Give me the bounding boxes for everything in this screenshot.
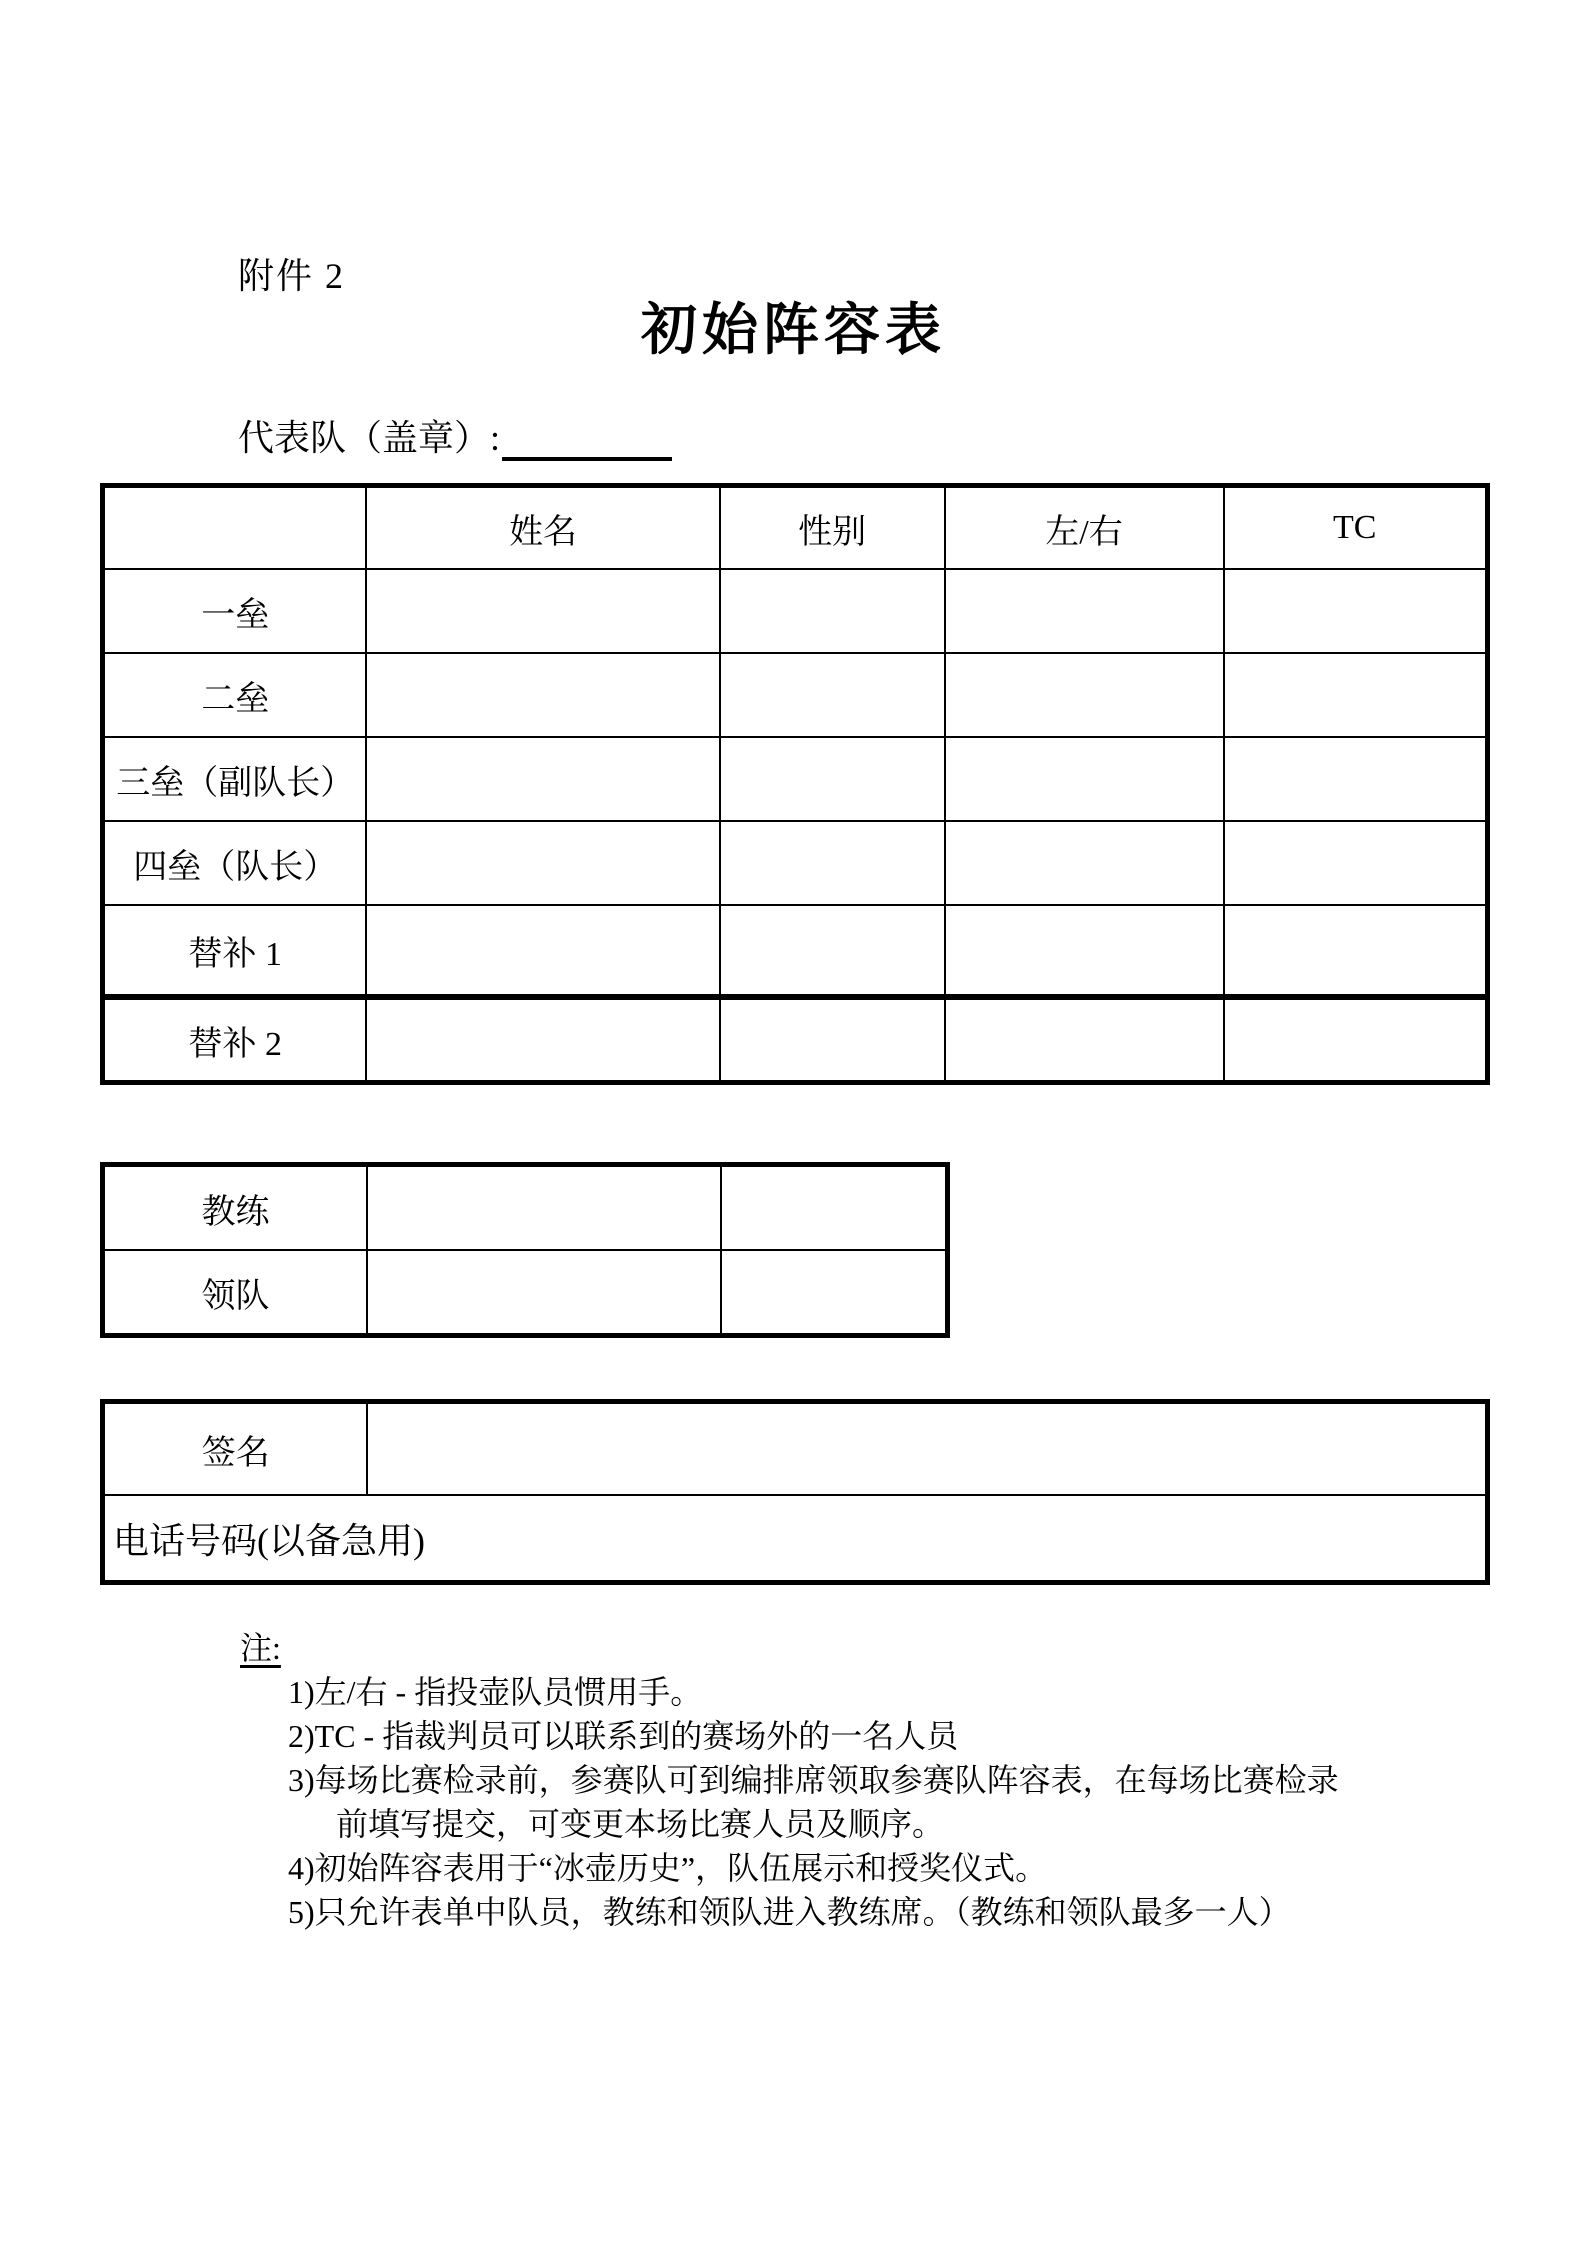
note-item-4: 4)初始阵容表用于“冰壶历史”，队伍展示和授奖仪式。 (288, 1850, 1048, 1886)
lineup-row-fourth (103, 821, 1488, 905)
team-seal-label: 代表队（盖章）: (238, 418, 501, 458)
col-header-gender: 性别 (720, 486, 945, 570)
input-cell[interactable] (1224, 737, 1488, 821)
input-cell[interactable] (720, 653, 945, 737)
note-item-5: 5)只允许表单中队员，教练和领队进入教练席。（教练和领队最多一人） (288, 1894, 1291, 1930)
lineup-header-row (103, 486, 1488, 570)
note-item-1: 1)左/右 - 指投壶队员惯用手。 (288, 1674, 703, 1710)
input-cell[interactable] (720, 905, 945, 997)
input-cell[interactable] (366, 569, 719, 653)
input-cell[interactable] (945, 905, 1224, 997)
input-cell[interactable] (945, 821, 1224, 905)
input-cell[interactable] (720, 997, 945, 1083)
lineup-row-substitute-1 (103, 905, 1488, 997)
signature-row (103, 1402, 1488, 1496)
input-cell[interactable] (366, 821, 719, 905)
phone-row (103, 1495, 1488, 1583)
input-cell[interactable] (367, 1250, 721, 1336)
input-cell[interactable] (721, 1250, 947, 1336)
note-item-3: 3)每场比赛检录前，参赛队可到编排席领取参赛队阵容表，在每场比赛检录 (288, 1762, 1339, 1798)
input-cell[interactable] (945, 569, 1224, 653)
row-label-substitute-2: 替补 2 (103, 997, 367, 1083)
input-cell[interactable] (366, 653, 719, 737)
notes-section (240, 1626, 1339, 1934)
lineup-table (100, 483, 1490, 1085)
row-label-signature: 签名 (103, 1402, 368, 1496)
col-header-empty (103, 486, 367, 570)
phone-label: 电话号码(以备急用) (113, 1520, 425, 1561)
team-name-blank[interactable] (502, 417, 672, 461)
staff-table (100, 1162, 950, 1338)
lineup-row-third (103, 737, 1488, 821)
col-header-hand: 左/右 (945, 486, 1224, 570)
staff-row-team-leader (103, 1250, 948, 1336)
row-label-substitute-1: 替补 1 (103, 905, 367, 997)
row-label-fourth: 四垒（队长） (103, 821, 367, 905)
row-label-third: 三垒（副队长） (103, 737, 367, 821)
lineup-row-lead (103, 569, 1488, 653)
input-cell[interactable] (366, 905, 719, 997)
row-label-lead: 一垒 (103, 569, 367, 653)
page-title: 初始阵容表 (641, 300, 946, 362)
col-header-tc: TC (1224, 486, 1488, 570)
input-cell[interactable] (1224, 653, 1488, 737)
team-seal-line (238, 410, 672, 461)
input-cell[interactable] (366, 737, 719, 821)
lineup-row-second (103, 653, 1488, 737)
input-cell[interactable] (1224, 905, 1488, 997)
staff-row-coach (103, 1165, 948, 1251)
input-cell[interactable] (1224, 569, 1488, 653)
row-label-team-leader: 领队 (103, 1250, 368, 1336)
input-cell[interactable] (945, 653, 1224, 737)
lineup-row-substitute-2 (103, 997, 1488, 1083)
input-cell[interactable] (1224, 997, 1488, 1083)
input-cell[interactable] (720, 737, 945, 821)
col-header-name: 姓名 (366, 486, 719, 570)
input-cell[interactable] (367, 1165, 721, 1251)
note-item-3-continued: 前填写提交，可变更本场比赛人员及顺序。 (336, 1806, 945, 1842)
signature-input-cell[interactable] (367, 1402, 1487, 1496)
input-cell[interactable] (720, 821, 945, 905)
attachment-label: 附件 2 (238, 256, 346, 296)
input-cell[interactable] (945, 997, 1224, 1083)
input-cell[interactable] (945, 737, 1224, 821)
input-cell[interactable] (1224, 821, 1488, 905)
input-cell[interactable] (366, 997, 719, 1083)
row-label-second: 二垒 (103, 653, 367, 737)
phone-input-cell[interactable] (103, 1495, 1488, 1583)
signature-table (100, 1399, 1490, 1585)
row-label-coach: 教练 (103, 1165, 368, 1251)
note-item-2: 2)TC - 指裁判员可以联系到的赛场外的一名人员 (288, 1718, 959, 1754)
input-cell[interactable] (721, 1165, 947, 1251)
notes-heading: 注: (240, 1630, 281, 1666)
input-cell[interactable] (720, 569, 945, 653)
